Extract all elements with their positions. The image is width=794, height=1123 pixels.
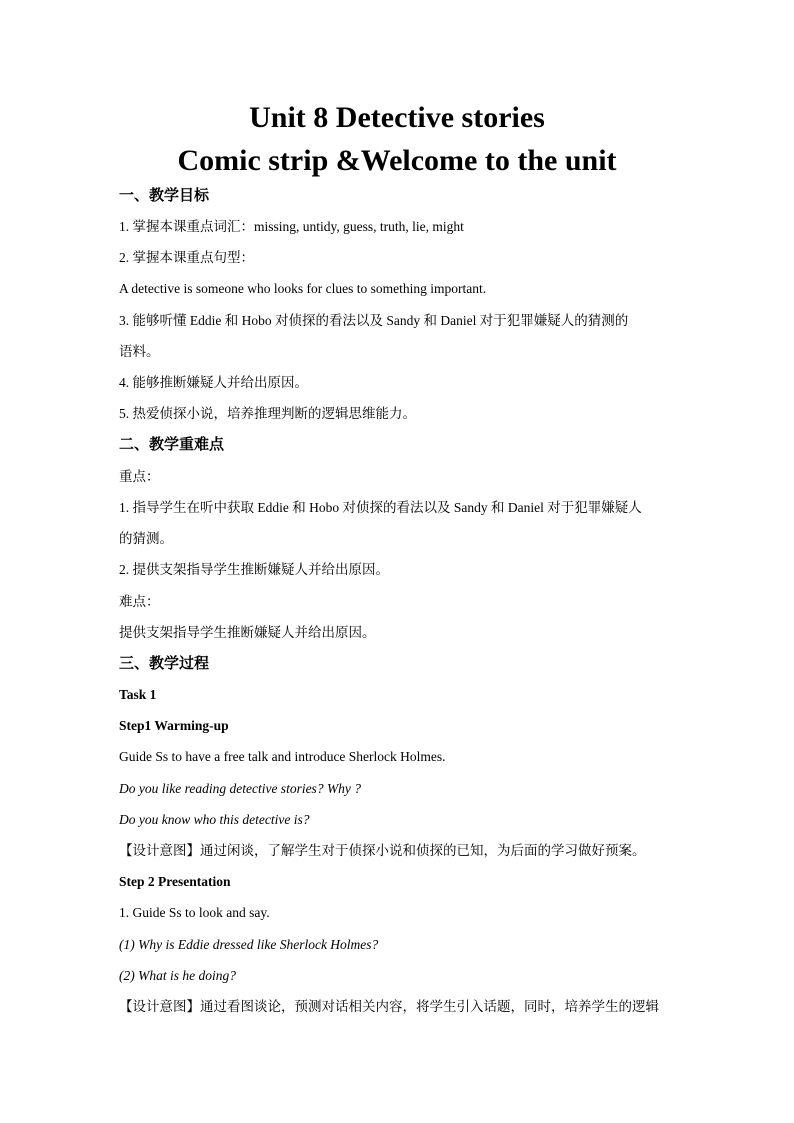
- step-title: Step 2 Presentation: [119, 874, 231, 889]
- key-point-item: 的猜测。: [119, 531, 173, 546]
- objective-item: A detective is someone who looks for clues to something important.: [119, 281, 487, 296]
- document-title-line2: Comic strip &Welcome to the unit: [177, 144, 617, 177]
- step-question: (1) Why is Eddie dressed like Sherlock Holmes?: [119, 937, 379, 952]
- objective-item: 4. 能够推断嫌疑人并给出原因。: [119, 375, 308, 390]
- objective-item: 语料。: [119, 344, 160, 359]
- step-title: Step1 Warming-up: [119, 718, 229, 733]
- key-point-item: 1. 指导学生在听中获取 Eddie 和 Hobo 对侦探的看法以及 Sandy 和 Daniel 对于犯罪嫌疑人: [119, 500, 642, 515]
- difficult-points-label: 难点：: [119, 594, 160, 609]
- key-point-item: 2. 提供支架指导学生推断嫌疑人并给出原因。: [119, 562, 389, 577]
- objective-item: 3. 能够听懂 Eddie 和 Hobo 对侦探的看法以及 Sandy 和 Daniel 对于犯罪嫌疑人的猜测的: [119, 313, 629, 328]
- section-heading-procedure: 三、教学过程: [119, 654, 210, 672]
- section-heading-objectives: 一、教学目标: [119, 186, 210, 204]
- objective-item: 1. 掌握本课重点词汇：missing, untidy, guess, truth, lie, might: [119, 219, 464, 234]
- objective-item: 2. 掌握本课重点句型：: [119, 250, 254, 265]
- section-heading-key-points: 二、教学重难点: [119, 435, 225, 453]
- step-text: 1. Guide Ss to look and say.: [119, 905, 270, 920]
- step-question: Do you know who this detective is?: [119, 812, 310, 827]
- design-intent: 【设计意图】通过看图谈论，预测对话相关内容，将学生引入话题，同时，培养学生的逻辑: [119, 999, 659, 1014]
- step-text: Guide Ss to have a free talk and introduce Sherlock Holmes.: [119, 749, 446, 764]
- difficult-point-item: 提供支架指导学生推断嫌疑人并给出原因。: [119, 625, 376, 640]
- objective-item: 5. 热爱侦探小说，培养推理判断的逻辑思维能力。: [119, 406, 416, 421]
- document-title-line1: Unit 8 Detective stories: [249, 101, 545, 134]
- task-title: Task 1: [119, 687, 157, 702]
- key-points-label: 重点：: [119, 469, 160, 484]
- step-question: Do you like reading detective stories? Why ?: [119, 781, 362, 796]
- design-intent: 【设计意图】通过闲谈，了解学生对于侦探小说和侦探的已知，为后面的学习做好预案。: [119, 843, 646, 858]
- step-question: (2) What is he doing?: [119, 968, 236, 983]
